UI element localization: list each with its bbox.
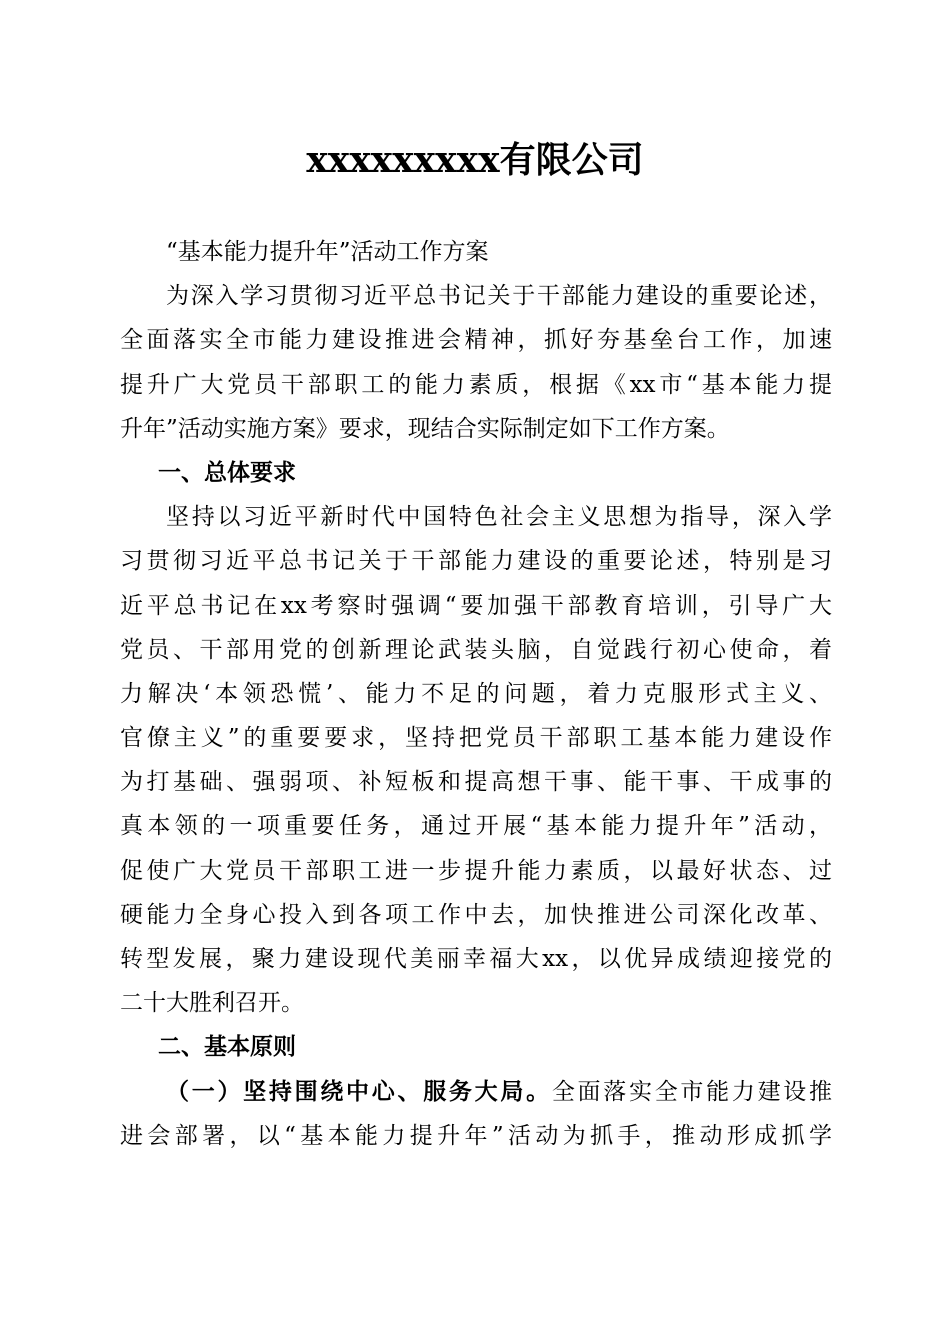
section1-line: 硬能力全身心投入到各项工作中去，加快推进公司深化改革、 xyxy=(120,901,832,928)
section2-heading: 二、基本原则 xyxy=(158,1034,296,1061)
section1-line: 官僚主义”的重要要求，坚持把党员干部职工基本能力建设作 xyxy=(120,725,832,752)
section1-line: 力解决‘本领恐慌’、能力不足的问题，着力克服形式主义、 xyxy=(120,680,832,707)
intro-line: 为深入学习贯彻习近平总书记关于干部能力建设的重要论述， xyxy=(166,283,832,310)
section1-line: 习贯彻习近平总书记关于干部能力建设的重要论述，特别是习 xyxy=(120,548,832,575)
section1-heading: 一、总体要求 xyxy=(158,459,296,486)
document-title: xxxxxxxxx有限公司 xyxy=(306,139,644,181)
section1-line: 转型发展，聚力建设现代美丽幸福大xx，以优异成绩迎接党的 xyxy=(120,946,832,972)
section2-item1-heading: （一）坚持围绕中心、服务大局。 xyxy=(166,1077,552,1105)
section1-line: 促使广大党员干部职工进一步提升能力素质，以最好状态、过 xyxy=(120,857,832,884)
section1-line: 为打基础、强弱项、补短板和提高想干事、能干事、干成事的 xyxy=(120,769,832,796)
section2-item1-first-line xyxy=(120,1070,832,1114)
section1-line: 近平总书记在xx考察时强调“要加强干部教育培训，引导广大 xyxy=(120,592,832,619)
section1-line: 党员、干部用党的创新理论武装头脑，自觉践行初心使命，着 xyxy=(120,636,832,663)
section1-line: 真本领的一项重要任务，通过开展“基本能力提升年”活动， xyxy=(120,813,832,840)
section2-item1-line: 进会部署，以“基本能力提升年”活动为抓手，推动形成抓学 xyxy=(120,1122,832,1149)
document-body xyxy=(120,230,832,1158)
section1-line: 坚持以习近平新时代中国特色社会主义思想为指导，深入学 xyxy=(166,504,832,531)
intro-line: 升年”活动实施方案》要求，现结合实际制定如下工作方案。 xyxy=(120,415,730,442)
section1-line: 二十大胜利召开。 xyxy=(120,990,304,1017)
section2-item1-text: 全面落实全市能力建设推 xyxy=(551,1078,833,1105)
document-subtitle: “基本能力提升年”活动工作方案 xyxy=(166,239,489,265)
intro-line: 全面落实全市能力建设推进会精神，抓好夯基垒台工作，加速 xyxy=(120,327,832,354)
intro-line: 提升广大党员干部职工的能力素质，根据《xx市“基本能力提 xyxy=(120,371,832,398)
